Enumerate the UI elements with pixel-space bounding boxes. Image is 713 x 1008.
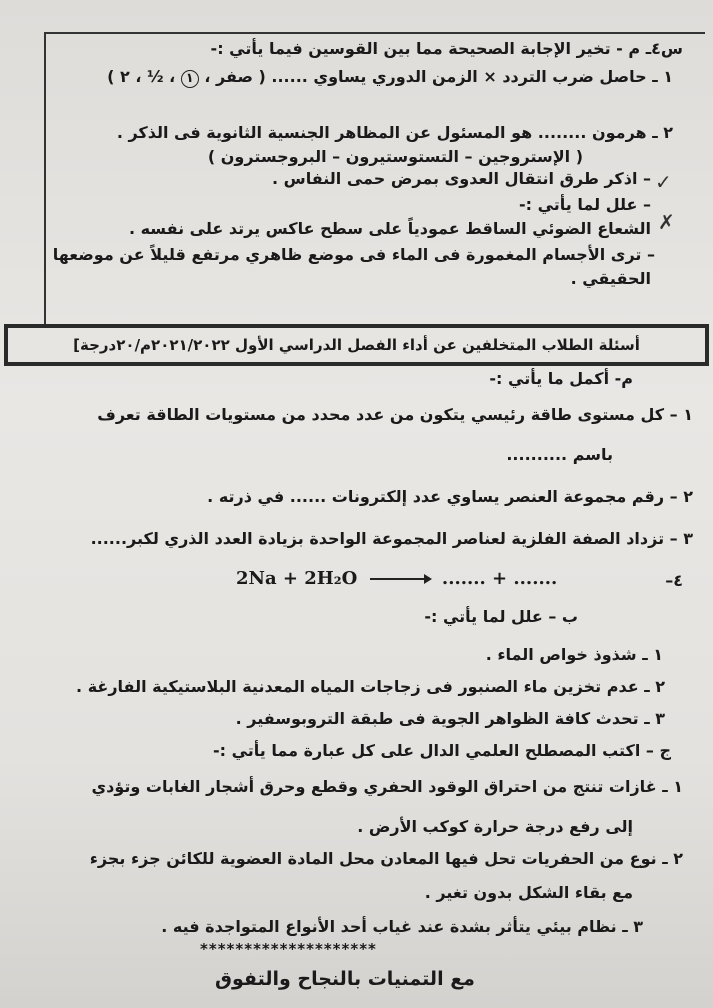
part-c-item2-cont: مع بقاء الشكل بدون تغير . <box>424 883 633 902</box>
part-b-item1: ١ ـ شذوذ خواص الماء . <box>485 645 663 664</box>
part-a-item3: ٣ – تزداد الصفة الفلزية لعناصر المجموعة الواحدة بزيادة العدد الذري لكبر...... <box>90 529 693 548</box>
q4-item6-cont: الحقيقي . <box>570 269 651 288</box>
handwritten-check-mark: ✓ <box>655 170 672 194</box>
q4-header: س٤ـ م - تخير الإجابة الصحيحة مما بين القوسين فيما يأتي :- <box>210 39 683 58</box>
equation-lhs: 2Na + 2H₂O <box>236 568 358 589</box>
part-c-item3: ٣ ـ نظام بيئي يتأثر بشدة عند غياب أحد الأنواع المتواجدة فيه . <box>161 917 643 936</box>
part-c-item1-cont: إلى رفع درجة حرارة كوكب الأرض . <box>357 817 633 836</box>
divider-stars: ******************** <box>200 940 377 958</box>
part-c-item2: ٢ ـ نوع من الحفريات تحل فيها المعادن محل المادة العضوية للكائن جزء بجزء <box>89 849 683 868</box>
equation-rhs: ....... + ....... <box>441 568 558 589</box>
banner-text: أسئلة الطلاب المتخلفين عن أداء الفصل الدراسي الأول ٢٠٢١/٢٠٢٢م/٢٠درجة] <box>73 336 640 354</box>
q4-item5: الشعاع الضوئي الساقط عمودياً على سطح عاكس يرتد على نفسه . <box>128 219 651 238</box>
chemical-equation <box>236 568 557 589</box>
q4-item2: ٢ ـ هرمون ........ هو المسئول عن المظاهر الجنسية الثانوية فى الذكر . <box>116 123 673 142</box>
q4-item1 <box>107 66 673 88</box>
closing-wish: مع التمنيات بالنجاح والتفوق <box>215 968 475 990</box>
part-a-item1: ١ – كل مستوى طاقة رئيسي يتكون من عدد محدد من مستويات الطاقة تعرف <box>97 405 693 424</box>
part-a-title: م- أكمل ما يأتي :- <box>489 369 633 388</box>
q4-item1-choices-close: ، ½ ، ٢ ) <box>107 67 181 86</box>
part-b-item2: ٢ ـ عدم تخزين ماء الصنبور فى زجاجات المياه المعدنية البلاستيكية الفارغة . <box>76 677 665 696</box>
q4-item1-choices <box>107 67 266 86</box>
part-a-item1-cont: باسم .......... <box>506 445 613 464</box>
part-b-title: ب – علل لما يأتي :- <box>424 607 578 626</box>
part-b-item3: ٣ ـ تحدث كافة الظواهر الجوية فى طبقة التروبوسفير . <box>235 709 665 728</box>
exam-banner <box>4 324 709 366</box>
part-a-item4-num: ٤– <box>665 571 683 590</box>
q4-item3: – اذكر طرق انتقال العدوى بمرض حمى النفاس . <box>271 169 651 188</box>
handwritten-cross-mark: ✗ <box>658 210 675 234</box>
q4-item2-choices: ( الإستروجين – التستوستيرون – البروجسترون ) <box>207 147 583 166</box>
part-c-item1: ١ ـ غازات تنتج من احتراق الوقود الحفري وقطع وحرق أشجار الغابات وتؤدي <box>91 777 683 796</box>
q4-item1-text: ١ ـ حاصل ضرب التردد × الزمن الدوري يساوي ...... <box>271 67 673 86</box>
q4-item1-choices-open: ( صفر ، <box>198 67 266 86</box>
circled-answer: ١ <box>181 70 199 88</box>
part-a-item2: ٢ – رقم مجموعة العنصر يساوي عدد إلكترونات ...... في ذرته . <box>207 487 693 506</box>
q4-item4: – علل لما يأتي :- <box>518 195 651 214</box>
part-c-title: ج – اكتب المصطلح العلمي الدال على كل عبارة مما يأتي :- <box>212 741 671 760</box>
q4-item6: – ترى الأجسام المغمورة فى الماء فى موضع ظاهري مرتفع قليلاً عن موضعها <box>52 245 655 264</box>
reaction-arrow-icon <box>370 578 430 580</box>
